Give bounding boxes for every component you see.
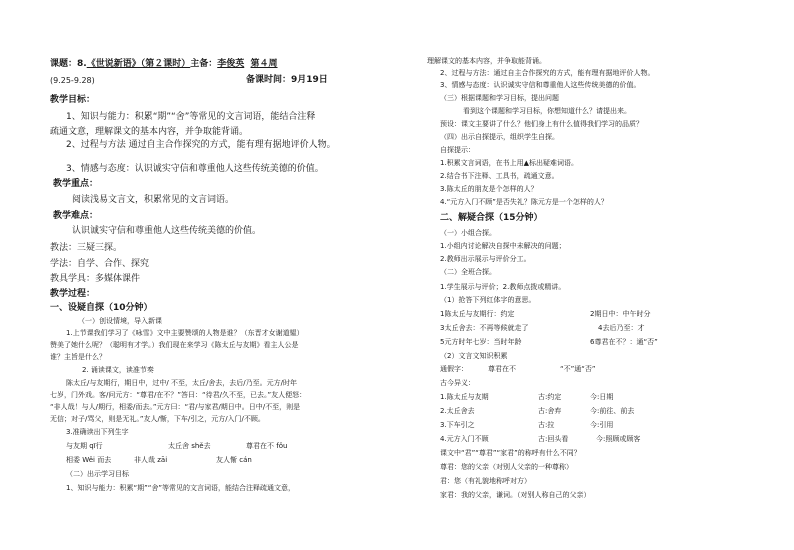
r-line-11: 3.陈太丘的朋友是个怎样的人？	[440, 185, 538, 193]
char-2: 太丘舍 shě去	[168, 442, 211, 450]
section-1-sub-2: （二）出示学习目标	[66, 470, 129, 478]
key-points-text: 阅读浅易文言文，积累常见的文言词语。	[72, 195, 235, 205]
difficult-heading: 教学难点：	[53, 211, 99, 221]
objectives-heading: 教学目标：	[50, 95, 96, 105]
characters-heading: 3.准确读出下列生字	[66, 428, 129, 436]
key-points-heading: 教学重点：	[53, 179, 99, 189]
intro-line-a: 1.上节课我们学习了《咏雪》文中主要赞颂的人物是谁？（东晋才女谢道韫）	[66, 329, 304, 337]
r-line-18: 1.学生展示与评价；2.教师点拨或精讲。	[440, 283, 566, 291]
gujin-2b: 古:舍弃	[538, 407, 562, 415]
topic-title: 《世说新语》（第２课时）	[86, 59, 191, 69]
text-line-2: 七岁，门外戏。客/问元方：“尊君/在不？”答曰：“待君/久不至，已去。”友人便怒：	[50, 391, 307, 399]
r-line-24: 君：您（有礼貌地称呼对方）	[440, 477, 531, 485]
r-line-19: （1）抢答下列红体字的意思。	[440, 296, 536, 304]
objective-2: 2、过程与方法 通过自主合作探究的方式，能有理有据地评价人物。	[66, 140, 336, 150]
tongjia-item: 尊君在不	[488, 365, 516, 373]
gujin-3b: 古:拉	[538, 421, 555, 429]
r-line-22: 课文中“君”“尊君”“家君”的称呼有什么不同？	[440, 449, 581, 457]
text-line-1: 陈太丘/与友期行，期日中，过中/ 不至，太丘/舍去，去后/乃至。元方/时年	[66, 379, 298, 387]
gujin-1b: 古:约定	[538, 393, 562, 401]
gujin-4a: 4.元方入门不顾	[440, 435, 489, 443]
r-line-17: （二）全班合探。	[440, 268, 496, 276]
r-line-2: 2、过程与方法：通过自主合作探究的方式，能有理有据地评价人物。	[440, 69, 655, 77]
date-range: (9.25-9.28)	[50, 76, 95, 85]
prep-time-label: 备课时间：	[246, 75, 292, 85]
r-line-16: 2.教师出示展示与评价分工。	[440, 255, 531, 263]
read-aloud-heading: 2. 诵读课文，读准节奏	[82, 366, 154, 374]
gujin-1c: 今:日期	[590, 393, 614, 401]
gujin-4c: 今:照顾或顾客	[596, 435, 641, 443]
prep-time-value: 9月19日	[291, 75, 328, 85]
prep-time	[246, 76, 328, 85]
quiz-2b: 4去后乃至：才	[598, 324, 645, 332]
r-line-8: 自探提示：	[440, 146, 475, 154]
intro-line-c: 谁？主旨是什么？	[50, 353, 106, 361]
difficult-text: 认识诚实守信和尊重他人这些传统美德的价值。	[72, 226, 262, 236]
author-name: 李俊英	[217, 59, 245, 69]
quiz-3a: 5元方时年七岁：当时年龄	[440, 338, 522, 346]
char-5: 非人哉 zāi	[134, 456, 168, 464]
r-line-1: 理解课文的基本内容，并争取能背诵。	[427, 57, 546, 65]
quiz-2a: 3太丘舍去：不再等候就走了	[440, 324, 529, 332]
r-line-5: 看到这个课题和学习目标，你想知道什么？请提出来。	[463, 107, 631, 115]
gujin-3c: 今:引用	[590, 421, 614, 429]
char-4: 相委 Wěi 而去	[66, 456, 112, 464]
gujin-2a: 2.太丘舍去	[440, 407, 475, 415]
r-line-25: 家君：我的父亲，谦词。（对别人称自己的父亲）	[440, 491, 591, 499]
r-line-3: 3、情感与态度：认识诚实守信和尊重他人这些传统美德的价值。	[440, 81, 641, 89]
r-line-14: （一）小组合探。	[440, 229, 496, 237]
teaching-tools: 教具学具：多媒体课件	[50, 274, 141, 284]
topic-number: 8.	[77, 59, 87, 69]
char-3: 尊君在不 fǒu	[246, 442, 288, 450]
gujin-1a: 1.陈太丘与友期	[440, 393, 489, 401]
tongjia-explain: “不”通“否”	[560, 365, 596, 373]
week-number: 第４周	[250, 59, 278, 69]
tongjia-label: 通假字：	[440, 365, 468, 373]
objectives-repeat: 1、知识与能力：积累“期”“舍”等常见的文言词语，能结合注释疏通文意，	[66, 484, 295, 492]
learning-method: 学法：自学、合作、探究	[50, 259, 150, 269]
char-1: 与友期 qī行	[66, 442, 103, 450]
quiz-1b: 2期日中：中午时分	[590, 310, 651, 318]
r-line-12: 4.“元方入门不顾”是否失礼？陈元方是一个怎样的人？	[440, 198, 608, 206]
objective-1-line-a: 1、知识与能力：积累“期”“舍”等常见的文言词语，能结合注释	[66, 112, 316, 122]
process-heading: 教学过程：	[50, 289, 96, 299]
char-6: 友人惭 cán	[216, 456, 252, 464]
section-1-heading: 一、设疑自探（10分钟）	[50, 303, 153, 313]
r-line-20: （2）文言文知识积累	[440, 352, 508, 360]
quiz-1a: 1陈太丘与友期行：约定	[440, 310, 515, 318]
teaching-method: 教法：三疑三探。	[50, 243, 123, 253]
r-line-7: （四）出示自探提示，组织学生自探。	[440, 133, 559, 141]
r-line-6: 预设：课文主要讲了什么？他们身上有什么值得我们学习的品质？	[440, 120, 643, 128]
gujin-3a: 3.下车引之	[440, 421, 475, 429]
topic-label: 课题：	[50, 59, 78, 69]
r-line-10: 2.结合书下注释、工具书，疏通文意。	[440, 172, 559, 180]
intro-line-b: 赞美了她什么呢？（聪明有才学。）我们现在来学习《陈太丘与友期》看主人公是	[50, 341, 299, 349]
r-line-4: （三）根据课题和学习目标，提出问题	[440, 94, 559, 102]
text-line-4: 无信；对子/骂父，则是无礼。”友人/惭，下车/引之，元方/入门/不顾。	[50, 415, 265, 423]
r-line-21: 古今异义：	[440, 379, 475, 387]
gujin-2c: 今:前往、前去	[590, 407, 635, 415]
section-1-sub-1: （一）创设情境，导入新课	[78, 317, 162, 325]
r-line-9: 1.积累文言词语，在书上用▲标出疑难词语。	[440, 159, 579, 167]
gujin-4b: 古:回头看	[538, 435, 569, 443]
r-line-23: 尊君：您的父亲（对别人父亲的一种尊称）	[440, 463, 573, 471]
topic-line	[50, 60, 278, 69]
r-line-15: 1.小组内讨论解决自探中未解决的问题；	[440, 242, 566, 250]
quiz-3b: 6尊君在不？：通“否”	[590, 338, 658, 346]
author-label: 主备：	[190, 59, 218, 69]
objective-3: 3、情感与态度：认识诚实守信和尊重他人这些传统美德的价值。	[66, 164, 324, 174]
section-2-heading: 二、解疑合探（15分钟）	[440, 213, 543, 223]
objective-1-line-b: 疏通文意，理解课文的基本内容，并争取能背诵。	[50, 127, 249, 137]
text-line-3: “非人哉！与人/期行，相委/而去。”元方曰：“君/与家君/期日中。日中/不至，则是	[50, 403, 301, 411]
